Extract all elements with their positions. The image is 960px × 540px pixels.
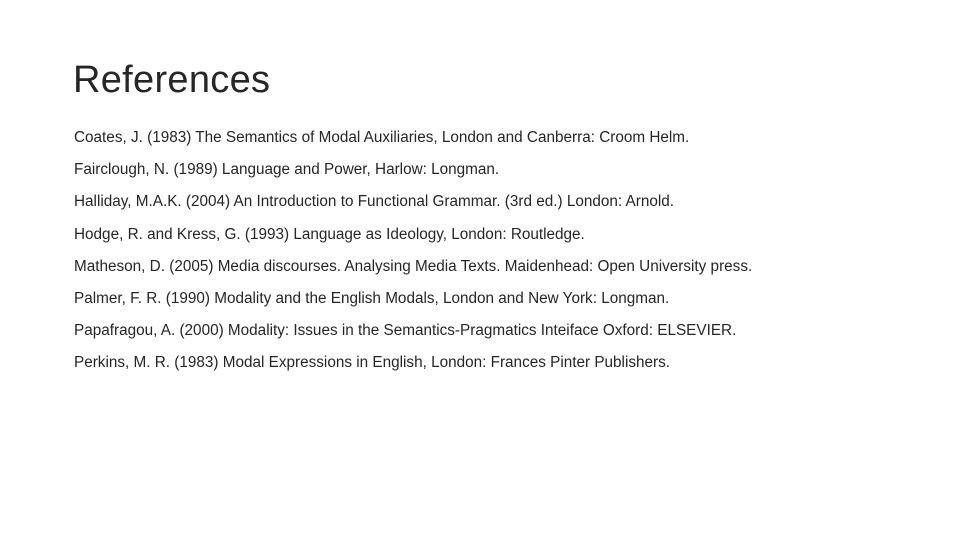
reference-item: Matheson, D. (2005) Media discourses. Analysing Media Texts. Maidenhead: Open University press.	[74, 257, 753, 275]
reference-item: Halliday, M.A.K. (2004) An Introduction to Functional Grammar. (3rd ed.) London: Arnold.	[74, 193, 674, 211]
reference-item: Fairclough, N. (1989) Language and Power, Harlow: Longman.	[74, 161, 500, 179]
reference-list	[74, 122, 934, 380]
slide-title: References	[73, 59, 271, 101]
reference-item: Palmer, F. R. (1990) Modality and the English Modals, London and New York: Longman.	[74, 289, 670, 307]
reference-item: Hodge, R. and Kress, G. (1993) Language as Ideology, London: Routledge.	[74, 225, 585, 243]
reference-item: Perkins, M. R. (1983) Modal Expressions in English, London: Frances Pinter Publishers.	[74, 354, 671, 372]
reference-item: Papafragou, A. (2000) Modality: Issues in the Semantics-Pragmatics Inteiface Oxford: ELSEVIER.	[74, 322, 737, 340]
reference-item: Coates, J. (1983) The Semantics of Modal Auxiliaries, London and Canberra: Croom Helm.	[74, 129, 690, 146]
